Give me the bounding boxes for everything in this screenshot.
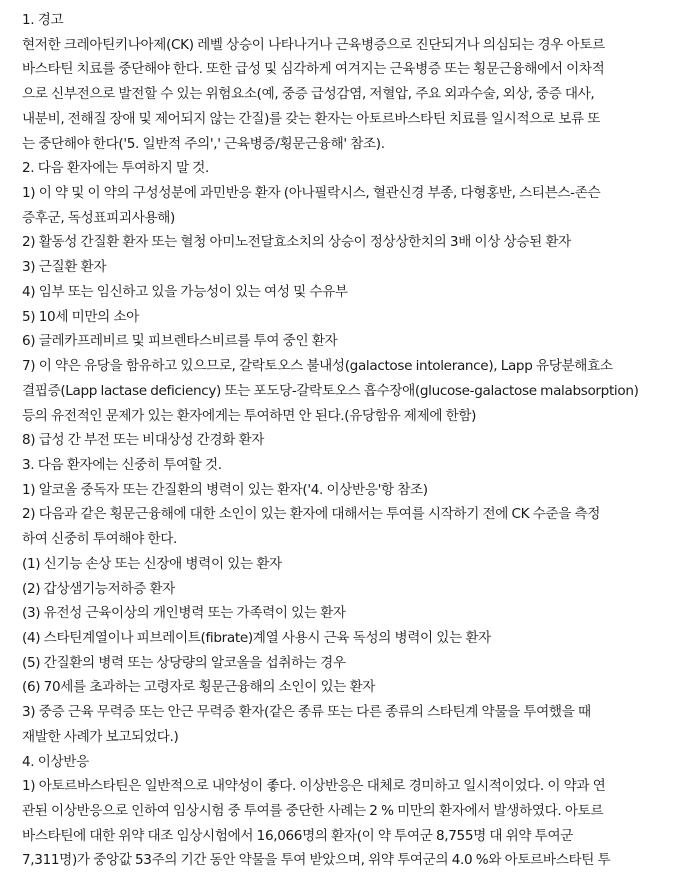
- list-item: 5) 10세 미만의 소아: [22, 308, 139, 325]
- list-item: 8) 급성 간 부전 또는 비대상성 간경화 환자: [22, 432, 265, 449]
- sub-list-item: (2) 갑상샘기능저하증 환자: [22, 580, 175, 597]
- list-item: 2) 활동성 간질환 환자 또는 혈청 아미노전달효소치의 상승이 정상상한치의 3배 이상 상승된 환자: [22, 234, 571, 251]
- section-heading-warning: 1. 경고: [22, 12, 64, 28]
- section-heading-precautions: 3. 다음 환자에는 신중히 투여할 것.: [22, 456, 222, 473]
- list-item-continuation: 재발한 사례가 보고되었다.): [22, 728, 179, 745]
- list-item: 1) 아토르바스타틴은 일반적으로 내약성이 좋다. 이상반응은 대체로 경미하고 일시적이었다. 이 약과 연: [22, 778, 606, 795]
- paragraph-line: 바스타틴 치료를 중단해야 한다. 또한 급성 및 심각하게 여겨지는 근육병증 또는 횡문근융해에서 이차적: [22, 61, 605, 78]
- section-heading-contraindications: 2. 다음 환자에는 투여하지 말 것.: [22, 160, 209, 177]
- list-item-continuation: 7,311명)가 중앙값 53주의 기간 동안 약물을 투여 받았으며, 위약 투여군의 4.0 %와 아토르바스타틴 투: [22, 852, 611, 869]
- paragraph-line: 현저한 크레아틴키나아제(CK) 레벨 상승이 나타나거나 근육병증으로 진단되거나 의심되는 경우 아토르: [22, 36, 605, 53]
- list-item: 1) 이 약 및 이 약의 구성성분에 과민반응 환자 (아나필락시스, 혈관신경 부종, 다형홍반, 스티븐스-존슨: [22, 185, 601, 202]
- list-item: 3) 중증 근육 무력증 또는 안근 무력증 환자(같은 종류 또는 다른 종류의 스타틴계 약물을 투여했을 때: [22, 704, 591, 721]
- list-item-continuation: 관된 이상반응으로 인하여 임상시험 중 투여를 중단한 사례는 2 % 미만의 환자에서 발생하였다. 아토르: [22, 803, 604, 819]
- list-item-continuation: 바스타틴에 대한 위약 대조 임상시험에서 16,066명의 환자(이 약 투여군 8,755명 대 위약 투여군: [22, 827, 574, 844]
- paragraph-line: 내분비, 전해질 장애 및 제어되지 않는 간질)를 갖는 환자는 아토르바스타틴 치료를 일시적으로 보류 또: [22, 110, 601, 127]
- list-item-continuation: 결핍증(Lapp lactase deficiency) 또는 포도당-갈락토오스 흡수장애(glucose-galactose malabsorption): [22, 382, 639, 399]
- section-heading-adverse-reactions: 4. 이상반응: [22, 753, 89, 770]
- list-item: 7) 이 약은 유당을 함유하고 있으므로, 갈락토오스 불내성(galactose intolerance), Lapp 유당분해효소: [22, 358, 613, 375]
- paragraph-line: 으로 신부전으로 발전할 수 있는 위험요소(예, 중증 급성감염, 저혈압, 주요 외과수술, 외상, 중증 대사,: [22, 86, 595, 103]
- sub-list-item: (1) 신기능 손상 또는 신장애 병력이 있는 환자: [22, 555, 282, 572]
- sub-list-item: (4) 스타틴계열이나 피브레이트(fibrate)계열 사용시 근육 독성의 병력이 있는 환자: [22, 629, 491, 646]
- list-item: 2) 다음과 같은 횡문근융해에 대한 소인이 있는 환자에 대해서는 투여를 시작하기 전에 CK 수준을 측정: [22, 506, 601, 523]
- list-item-continuation: 등의 유전적인 문제가 있는 환자에게는 투여하면 안 된다.(유당함유 제제에 한함): [22, 407, 477, 424]
- list-item-continuation: 하여 신중히 투여해야 한다.: [22, 531, 177, 548]
- list-item: 3) 근질환 환자: [22, 259, 107, 276]
- list-item: 4) 임부 또는 임신하고 있을 가능성이 있는 여성 및 수유부: [22, 283, 348, 300]
- sub-list-item: (5) 간질환의 병력 또는 상당량의 알코올을 섭취하는 경우: [22, 654, 346, 671]
- list-item: 6) 글레카프레비르 및 피브렌타스비르를 투여 중인 환자: [22, 333, 338, 350]
- paragraph-line: 는 중단해야 한다('5. 일반적 주의',' 근육병증/횡문근융해' 참조).: [22, 135, 385, 152]
- sub-list-item: (6) 70세를 초과하는 고령자로 횡문근융해의 소인이 있는 환자: [22, 679, 376, 696]
- sub-list-item: (3) 유전성 근육이상의 개인병력 또는 가족력이 있는 환자: [22, 605, 346, 622]
- list-item: 1) 알코올 중독자 또는 간질환의 병력이 있는 환자('4. 이상반응'항 참조): [22, 481, 428, 498]
- list-item-continuation: 증후군, 독성표피괴사용해): [22, 209, 175, 226]
